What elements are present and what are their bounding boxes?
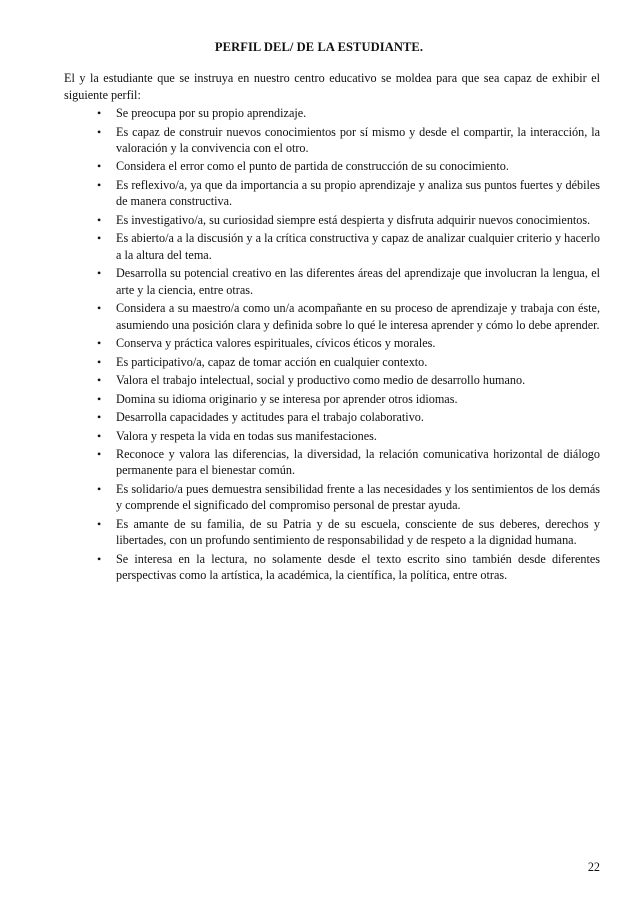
list-item-text: Es capaz de construir nuevos conocimientos por sí mismo y desde el compartir, la interacción, la valoración y la convivencia con el otro. xyxy=(116,124,600,155)
list-item xyxy=(96,446,600,479)
bullet-icon: • xyxy=(97,447,102,462)
list-item-text: Desarrolla su potencial creativo en las diferentes áreas del aprendizaje que involucran la lengua, el arte y la ciencia, entre otras. xyxy=(116,266,600,297)
list-item xyxy=(96,265,600,298)
list-item xyxy=(96,551,600,584)
bullet-icon: • xyxy=(97,301,102,316)
list-item xyxy=(96,428,600,444)
list-item-text: Se interesa en la lectura, no solamente desde el texto escrito sino también desde diferentes perspectivas como la artística, la académica, la científica, la política, entre otras. xyxy=(116,551,600,583)
bullet-icon: • xyxy=(97,106,102,120)
bullet-icon: • xyxy=(97,231,102,246)
list-item-text: Es amante de su familia, de su Patria y de su escuela, consciente de sus deberes, derechos y libertades, con un profundo sentimiento de responsabilidad y de respeto a la dignidad humana. xyxy=(116,516,600,548)
list-item-text: Es reflexivo/a, ya que da importancia a su propio aprendizaje y analiza sus puntos fuertes y débiles de manera constructiva. xyxy=(116,177,600,209)
list-item xyxy=(96,230,600,263)
list-item-text: Es participativo/a, capaz de tomar acción en cualquier contexto. xyxy=(116,354,428,369)
list-item xyxy=(96,300,600,333)
bullet-icon: • xyxy=(97,428,102,443)
list-item xyxy=(96,481,600,514)
list-item xyxy=(96,516,600,549)
list-item-text: Conserva y práctica valores espirituales, cívicos éticos y morales. xyxy=(116,336,436,351)
list-item xyxy=(96,391,600,407)
list-item-text: Se preocupa por su propio aprendizaje. xyxy=(116,106,307,120)
list-item xyxy=(96,372,600,388)
list-item xyxy=(96,409,600,425)
list-item-text: Es abierto/a a la discusión y a la crítica constructiva y capaz de analizar cualquier criterio y hacerlo a la altura del tema. xyxy=(116,231,600,262)
list-item-text: Considera el error como el punto de partida de construcción de su conocimiento. xyxy=(116,159,509,174)
list-item-text: Considera a su maestro/a como un/a acompañante en su proceso de aprendizaje y trabaja con éste, asumiendo una posición clara y definida sobre lo qué le interesa aprender y cómo lo debe aprender. xyxy=(116,301,600,332)
bullet-icon: • xyxy=(97,212,102,227)
list-item xyxy=(96,177,600,210)
intro-paragraph: El y la estudiante que se instruya en nuestro centro educativo se moldea para que sea capaz de exhibir el siguiente perfil: xyxy=(64,71,600,103)
list-item xyxy=(96,105,600,121)
bullet-icon: • xyxy=(97,391,102,406)
bullet-icon: • xyxy=(97,354,102,369)
list-item xyxy=(96,212,600,228)
page-number: 22 xyxy=(587,860,600,874)
bullet-icon: • xyxy=(97,177,102,192)
list-item xyxy=(96,335,600,351)
bullet-icon: • xyxy=(97,516,102,531)
list-item-text: Valora el trabajo intelectual, social y productivo como medio de desarrollo humano. xyxy=(116,373,526,388)
bullet-icon: • xyxy=(97,159,102,174)
bullet-icon: • xyxy=(97,481,102,496)
bullet-icon: • xyxy=(97,124,102,139)
bullet-icon: • xyxy=(97,373,102,388)
bullet-icon: • xyxy=(97,266,102,281)
bullet-icon: • xyxy=(97,336,102,351)
bullet-icon: • xyxy=(97,410,102,425)
list-item xyxy=(96,158,600,174)
list-item xyxy=(96,354,600,370)
list-item-text: Reconoce y valora las diferencias, la diversidad, la relación comunicativa horizontal de diálogo permanente para el bienestar común. xyxy=(116,447,600,478)
list-item-text: Desarrolla capacidades y actitudes para el trabajo colaborativo. xyxy=(116,410,424,425)
list-item-text: Es solidario/a pues demuestra sensibilidad frente a las necesidades y los sentimientos de los demás y comprende el significado del compromiso personal de prestar ayuda. xyxy=(116,481,600,513)
profile-list xyxy=(96,105,600,586)
list-item-text: Domina su idioma originario y se interesa por aprender otros idiomas. xyxy=(116,391,458,406)
list-item-text: Valora y respeta la vida en todas sus manifestaciones. xyxy=(116,428,377,443)
list-item-text: Es investigativo/a, su curiosidad siempre está despierta y disfruta adquirir nuevos conocimientos. xyxy=(116,212,591,227)
bullet-icon: • xyxy=(97,551,102,566)
document-title: PERFIL DEL/ DE LA ESTUDIANTE. xyxy=(214,40,424,54)
list-item xyxy=(96,124,600,157)
